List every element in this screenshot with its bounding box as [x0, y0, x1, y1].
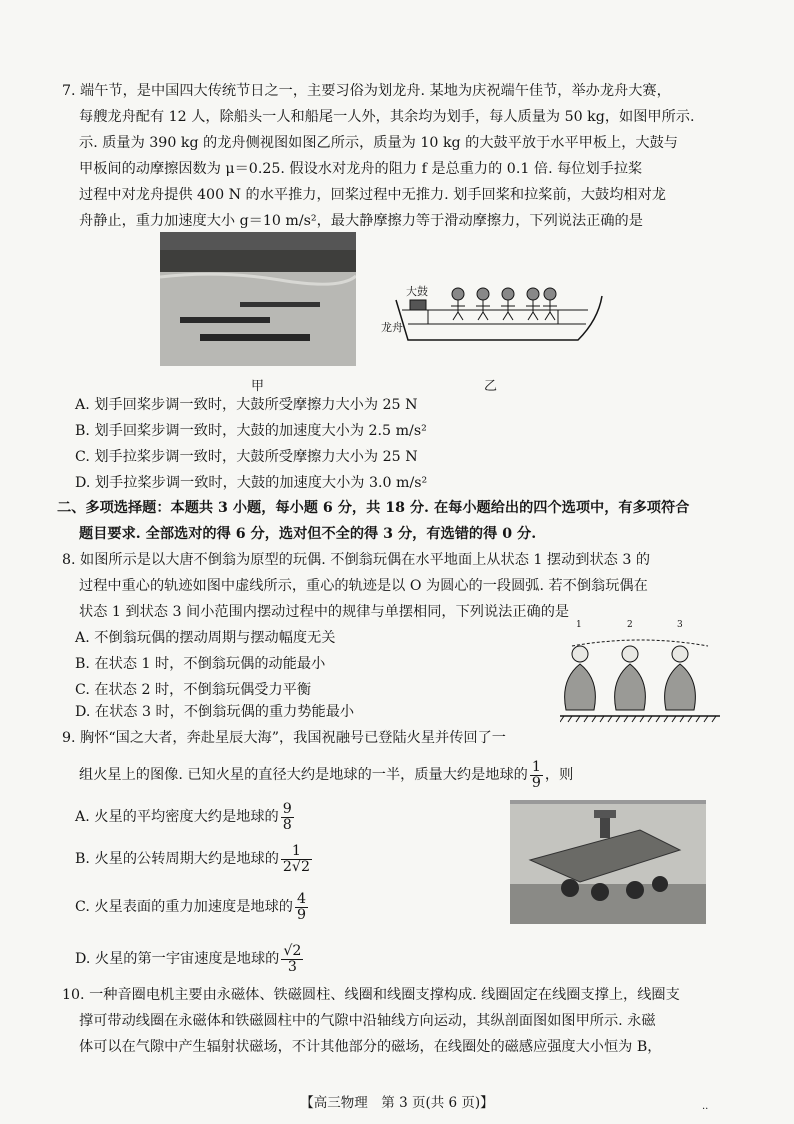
figure-jia-caption: 甲	[251, 379, 265, 394]
q9-option-c	[75, 888, 310, 926]
q9-option-c-text: C. 火星表面的重力加速度是地球的	[75, 899, 293, 915]
q9-option-a-den: 8	[282, 816, 292, 833]
q9-line-1: 9. 胸怀“国之大者，奔赴星辰大海”，我国祝融号已登陆火星并传回了一	[62, 730, 506, 746]
q9-option-c-frac	[295, 892, 308, 923]
q9-option-b-text: B. 火星的公转周期大约是地球的	[75, 851, 279, 867]
q9-option-b-num: 1	[281, 844, 312, 860]
q7-line-4: 甲板间的动摩擦因数为 μ＝0.25. 假设水对龙舟的阻力 f 是总重力的 0.1 倍. 每位划手拉桨	[79, 161, 643, 177]
q10-line-2: 撑可带动线圈在永磁体和铁磁圆柱中的气隙中沿轴线方向运动，其纵剖面图如图甲所示. 永磁	[79, 1013, 656, 1029]
section2-heading-line2: 题目要求. 全部选对的得 6 分，选对但不全的得 3 分，有选错的得 0 分.	[79, 526, 537, 542]
q9-fraction-num: 1	[531, 758, 541, 775]
q9-fraction-den: 9	[531, 774, 541, 791]
tumbler-doll-figure	[560, 620, 720, 728]
q8-line-1: 8. 如图所示是以大唐不倒翁为原型的玩偶. 不倒翁玩偶在水平地面上从状态 1 摆动到状态 3 的	[62, 552, 651, 568]
mars-rover-photo	[510, 800, 706, 924]
q7-line-5: 过程中对龙舟提供 400 N 的水平推力，回桨过程中无推力. 划手回桨和拉桨前，大鼓均相对龙	[79, 187, 666, 203]
dragon-boat-photo	[160, 232, 356, 366]
drum-label: 大鼓	[406, 285, 428, 298]
q9-option-a	[75, 798, 296, 836]
q9-option-d-text: D. 火星的第一宇宙速度是地球的	[75, 951, 280, 967]
q9-option-d-den: 3	[287, 958, 297, 975]
q9-option-a-frac	[281, 802, 294, 833]
footer-mark: ..	[702, 1101, 709, 1112]
q9-option-b	[75, 840, 314, 878]
q7-line-1: 7. 端午节，是中国四大传统节日之一，主要习俗为划龙舟. 某地为庆祝端午佳节，举办龙舟大赛，	[62, 83, 671, 99]
q8-line-3: 状态 1 到状态 3 间小范围内摆动过程中的规律与单摆相同，下列说法正确的是	[79, 604, 570, 620]
q9-option-d-num: √2	[283, 942, 302, 959]
q8-line-2: 过程中重心的轨迹如图中虚线所示，重心的轨迹是以 O 为圆心的一段圆弧. 若不倒翁玩偶在	[79, 578, 648, 594]
state-label-2: 2	[627, 620, 633, 630]
q10-line-1: 10. 一种音圈电机主要由永磁体、铁磁圆柱、线圈和线圈支撑构成. 线圈固定在线圈支撑上，线圈支	[62, 987, 680, 1003]
q9-line-2	[79, 758, 573, 792]
q9-option-c-num: 4	[297, 890, 307, 907]
q8-option-a: A. 不倒翁玩偶的摆动周期与摆动幅度无关	[75, 630, 336, 646]
state-label-1: 1	[576, 620, 582, 630]
q8-option-d: D. 在状态 3 时，不倒翁玩偶的重力势能最小	[75, 704, 355, 720]
q7-line-2: 每艘龙舟配有 12 人，除船头一人和船尾一人外，其余均为划手，每人质量为 50 kg，如图甲所示.	[79, 109, 695, 125]
q10-line-3: 体可以在气隙中产生辐射状磁场，不计其他部分的磁场，在线圈处的磁感应强度大小恒为 B，	[79, 1039, 662, 1055]
q8-option-b: B. 在状态 1 时，不倒翁玩偶的动能最小	[75, 656, 326, 672]
section2-heading-line1: 二、多项选择题：本题共 3 小题，每小题 6 分，共 18 分. 在每小题给出的四个选项中，有多项符合	[57, 500, 690, 516]
q7-line-6: 舟静止，重力加速度大小 g＝10 m/s²，最大静摩擦力等于滑动摩擦力，下列说法正确的是	[79, 213, 643, 229]
q9-option-a-text: A. 火星的平均密度大约是地球的	[75, 809, 279, 825]
q8-option-c: C. 在状态 2 时，不倒翁玩偶受力平衡	[75, 682, 312, 698]
q7-option-c: C. 划手拉桨步调一致时，大鼓所受摩擦力大小为 25 N	[75, 449, 418, 465]
q9-option-b-den: 2√2	[282, 858, 310, 875]
q7-line-3: 示. 质量为 390 kg 的龙舟侧视图如图乙所示，质量为 10 kg 的大鼓平放于水平甲板上，大鼓与	[79, 135, 678, 151]
q7-option-b: B. 划手回桨步调一致时，大鼓的加速度大小为 2.5 m/s²	[75, 423, 427, 439]
q9-option-c-den: 9	[297, 906, 307, 923]
q9-option-b-frac	[281, 844, 312, 875]
boat-label: 龙舟	[381, 321, 403, 334]
q9-option-a-num: 9	[282, 800, 292, 817]
figure-yi-caption: 乙	[484, 379, 498, 394]
page-footer: 【高三物理 第 3 页(共 6 页)】	[300, 1095, 494, 1111]
q9-line-2-end: ，则	[544, 767, 574, 783]
q9-option-d	[75, 940, 305, 978]
q7-option-a: A. 划手回桨步调一致时，大鼓所受摩擦力大小为 25 N	[75, 397, 418, 413]
q9-fraction	[530, 760, 543, 791]
q7-option-d: D. 划手拉桨步调一致时，大鼓的加速度大小为 3.0 m/s²	[75, 475, 428, 491]
state-label-3: 3	[677, 620, 683, 630]
q9-line-2-text: 组火星上的图像. 已知火星的直径大约是地球的一半，质量大约是地球的	[79, 767, 528, 783]
q9-option-d-frac	[281, 944, 303, 975]
